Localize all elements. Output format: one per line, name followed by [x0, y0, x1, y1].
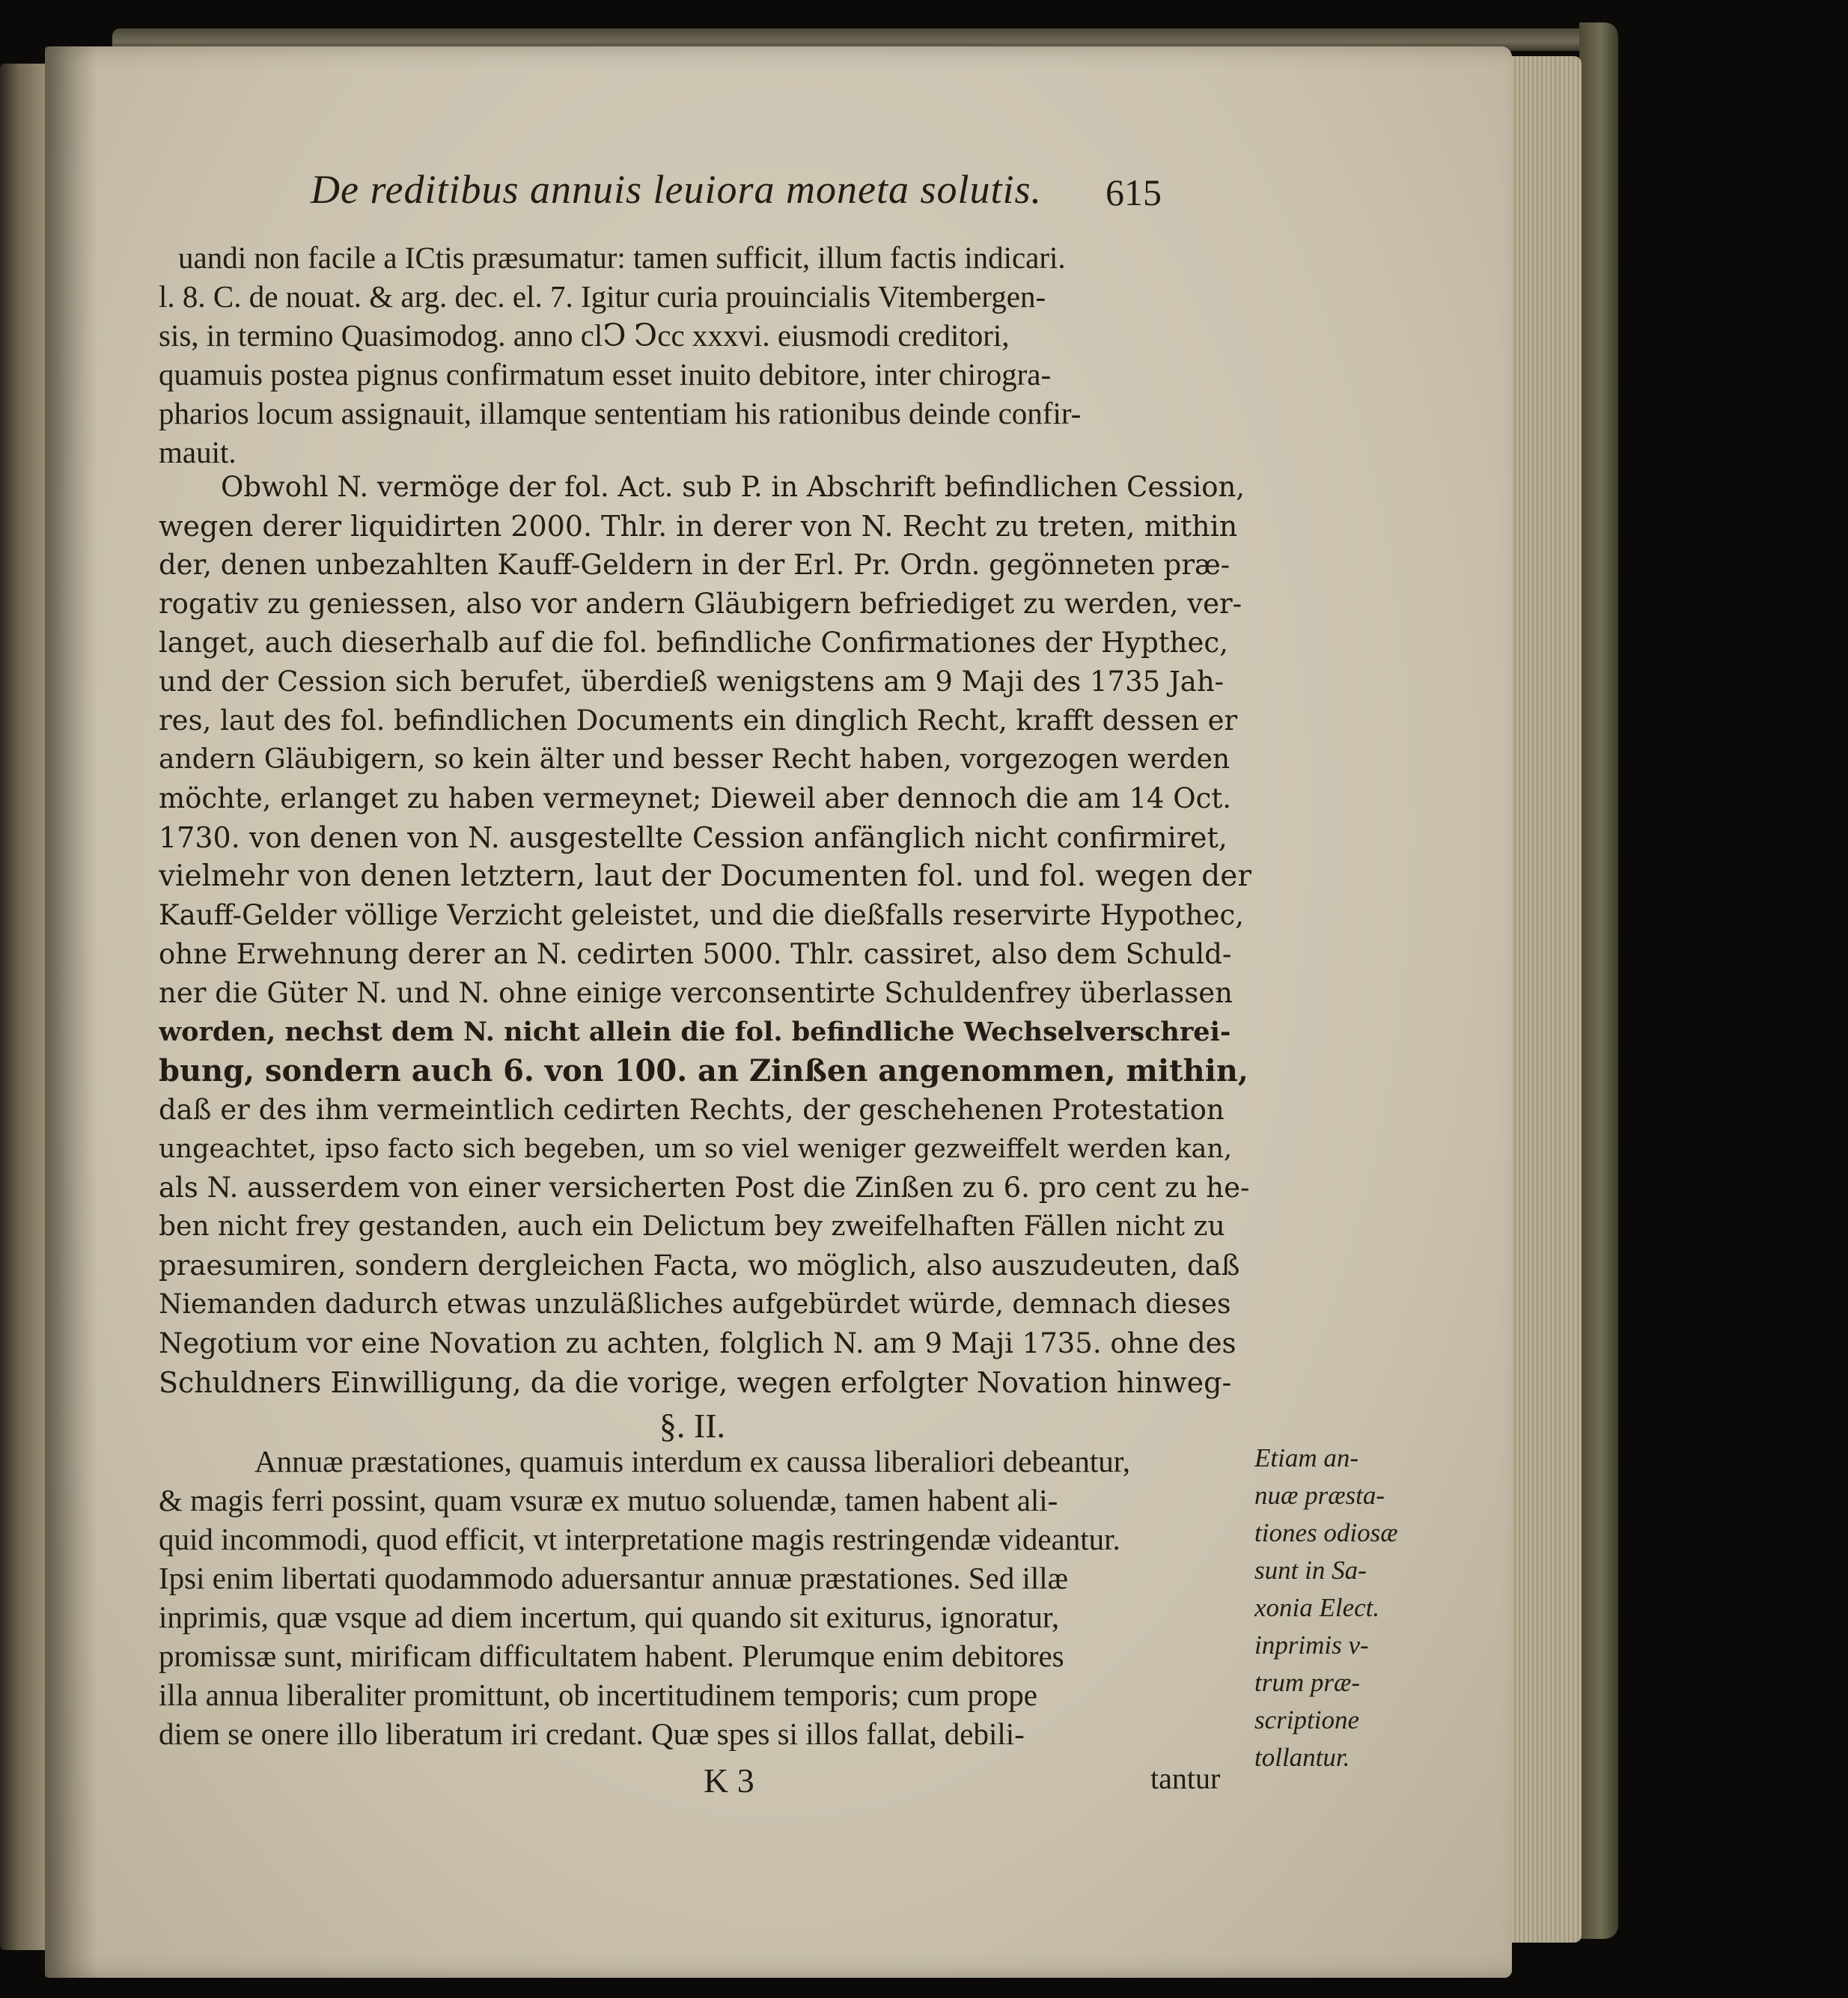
text-line: quamuis postea pignus confirmatum esset inuito debitore, inter chirogra-: [159, 357, 1052, 392]
text-line: der, denen unbezahlten Kauff-Geldern in der Erl. Pr. Ordn. gegönneten præ-: [159, 549, 1231, 581]
margin-note: Etiam an-: [1254, 1443, 1359, 1472]
text-line: mauit.: [159, 435, 237, 469]
text-line: und der Cession sich berufet, überdieß wenigstens am 9 Maji des 1735 Jah-: [159, 666, 1225, 698]
text-line: & magis ferri possint, quam vsuræ ex mutuo soluendæ, tamen habent ali-: [159, 1483, 1058, 1517]
text-line: ungeachtet, ipso facto sich begeben, um so viel weniger gezweiffelt werden kan,: [159, 1134, 1233, 1164]
text-line: daß er des ihm vermeintlich cedirten Rechts, der geschehenen Protestation: [159, 1094, 1225, 1126]
text-line: praesumiren, sondern dergleichen Facta, wo möglich, also auszudeuten, daß: [159, 1249, 1240, 1282]
text-line: Obwohl N. vermöge der fol. Act. sub P. in Abschrift befindlichen Cession,: [221, 471, 1245, 503]
text-line: Annuæ præstationes, quamuis interdum ex caussa liberaliori debeantur,: [254, 1444, 1131, 1478]
margin-note: tollantur.: [1254, 1743, 1350, 1772]
text-line: wegen derer liquidirten 2000. Thlr. in derer von N. Recht zu treten, mithin: [159, 510, 1238, 543]
text-line: bung, sondern auch 6. von 100. an Zinßen angenommen, mithin,: [159, 1053, 1248, 1088]
text-line: diem se onere illo liberatum iri credant. Quæ spes si illos fallat, debili-: [159, 1717, 1025, 1751]
text-line: illa annua liberaliter promittunt, ob incertitudinem temporis; cum prope: [159, 1678, 1037, 1712]
margin-note: nuæ præsta-: [1254, 1481, 1385, 1510]
text-line: ohne Erwehnung derer an N. cedirten 5000. Thlr. cassiret, also dem Schuld-: [159, 938, 1232, 970]
margin-note: sunt in Sa-: [1254, 1556, 1367, 1585]
margin-note: tiones odiosæ: [1254, 1518, 1398, 1547]
text-line: inprimis, quæ vsque ad diem incertum, qui quando sit exiturus, ignoratur,: [159, 1600, 1060, 1634]
text-line: Niemanden dadurch etwas unzuläßliches aufgebürdet würde, demnach dieses: [159, 1289, 1231, 1320]
text-line: vielmehr von denen letztern, laut der Documenten fol. und fol. wegen der: [159, 859, 1251, 893]
text-line: langet, auch dieserhalb auf die fol. befindliche Confirmationes der Hypthec,: [159, 627, 1228, 659]
text-line: worden, nechst dem N. nicht allein die fol. befindliche Wechselverschrei-: [159, 1017, 1231, 1047]
book-cover-right: [1579, 22, 1618, 1939]
page-gutter-shadow: [45, 46, 97, 1978]
text-line: uandi non facile a ICtis præsumatur: tamen sufficit, illum factis indicari.: [178, 240, 1066, 275]
text-line: andern Gläubigern, so kein älter und besser Recht haben, vorgezogen werden: [159, 744, 1231, 775]
text-line: 1730. von denen von N. ausgestellte Cession anfänglich nicht confirmiret,: [159, 821, 1228, 854]
section-heading: §. II.: [659, 1407, 726, 1445]
running-head: De reditibus annuis leuiora moneta solutis.: [311, 167, 1042, 212]
text-line: rogativ zu geniessen, also vor andern Gläubigern befriediget zu werden, ver-: [159, 588, 1242, 620]
page-number: 615: [1105, 171, 1162, 213]
catchword: tantur: [1150, 1761, 1221, 1795]
text-line: ben nicht frey gestanden, auch ein Delictum bey zweifelhaften Fällen nicht zu: [159, 1211, 1225, 1242]
text-line: als N. ausserdem von einer versicherten Post die Zinßen zu 6. pro cent zu he-: [159, 1172, 1250, 1204]
margin-note: trum præ-: [1254, 1668, 1360, 1697]
left-page-edge: [0, 64, 46, 1950]
text-line: Ipsi enim libertati quodammodo aduersantur annuæ præstationes. Sed illæ: [159, 1561, 1069, 1595]
text-line: sis, in termino Quasimodog. anno clↃ Ↄcc xxxvi. eiusmodi creditori,: [159, 318, 1010, 353]
signature-mark: K 3: [704, 1761, 754, 1800]
text-line: pharios locum assignauit, illamque sententiam his rationibus deinde confir-: [159, 396, 1082, 430]
text-line: quid incommodi, quod efficit, vt interpretatione magis restringendæ videantur.: [159, 1522, 1120, 1556]
text-line: Kauff-Gelder völlige Verzicht geleistet, und die dießfalls reservirte Hypothec,: [159, 899, 1244, 931]
margin-note: xonia Elect.: [1254, 1593, 1380, 1622]
text-line: promissæ sunt, mirificam difficultatem habent. Plerumque enim debitores: [159, 1639, 1064, 1673]
margin-note: inprimis v-: [1254, 1630, 1369, 1660]
margin-note: scriptione: [1254, 1705, 1359, 1734]
text-line: l. 8. C. de nouat. & arg. dec. el. 7. Igitur curia prouincialis Vitembergen-: [159, 279, 1046, 314]
text-line: res, laut des fol. befindlichen Documents ein dinglich Recht, krafft dessen er: [159, 704, 1238, 737]
text-line: Negotium vor eine Novation zu achten, folglich N. am 9 Maji 1735. ohne des: [159, 1327, 1236, 1359]
text-line: ner die Güter N. und N. ohne einige verconsentirte Schuldenfrey überlassen: [159, 977, 1233, 1009]
text-line: Schuldners Einwilligung, da die vorige, wegen erfolgter Novation hinweg-: [159, 1366, 1232, 1399]
text-line: möchte, erlanget zu haben vermeynet; Dieweil aber dennoch die am 14 Oct.: [159, 782, 1231, 814]
